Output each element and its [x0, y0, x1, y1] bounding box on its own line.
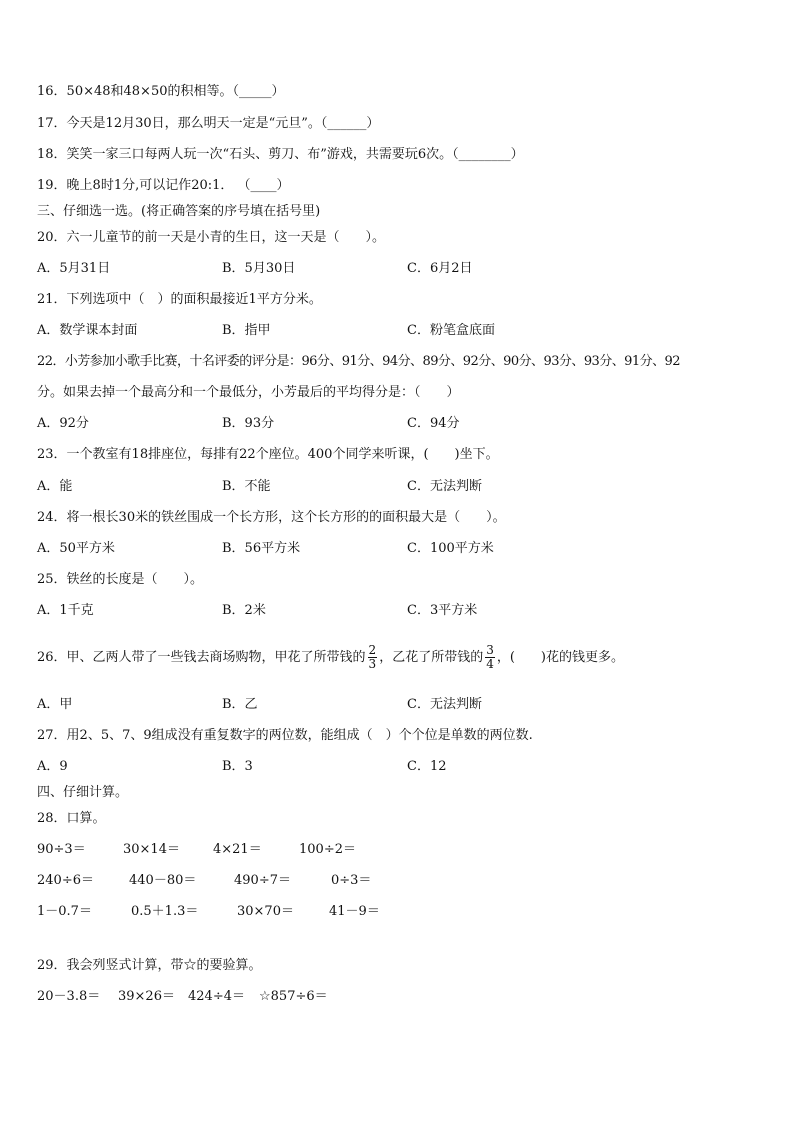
- stem-part-2: ，乙花了所带钱的: [379, 650, 484, 665]
- option-c: C．无法判断: [407, 479, 482, 494]
- question-22-stem-line1: 22．小芳参加小歌手比赛，十名评委的评分是：96分、91分、94分、89分、92分、90分、93分、93分、91分、92: [37, 354, 680, 369]
- option-c: C．12: [407, 759, 447, 774]
- section-3-title: 三、仔细选一选。(将正确答案的序号填在括号里): [37, 204, 321, 219]
- calc-item: 424÷4＝: [188, 989, 245, 1004]
- question-27-stem: 27．用2、5、7、9组成没有重复数字的两位数，能组成（ ）个个位是单数的两位数.: [37, 728, 533, 743]
- calc-item: 20－3.8＝: [37, 989, 101, 1004]
- option-a: A．甲: [37, 697, 73, 712]
- calc-item: 30×14＝: [123, 842, 180, 857]
- calc-item: 440－80＝: [129, 873, 197, 888]
- option-b: B．乙: [222, 697, 258, 712]
- option-a: A．能: [37, 479, 73, 494]
- question-16: 16．50×48和48×50的积相等。（_____）: [37, 84, 285, 99]
- option-b: B．3: [222, 759, 253, 774]
- option-a: A．数学课本封面: [37, 323, 138, 338]
- option-a: A．92分: [37, 416, 89, 431]
- numerator: 2: [368, 643, 377, 657]
- calc-item: 30×70＝: [237, 904, 294, 919]
- calc-item: 0.5＋1.3＝: [131, 904, 199, 919]
- option-b: B．56平方米: [222, 541, 301, 556]
- option-c: C．100平方米: [407, 541, 494, 556]
- calc-item: 1－0.7＝: [37, 904, 92, 919]
- question-23-stem: 23．一个教室有18排座位，每排有22个座位。400个同学来听课，( )坐下。: [37, 447, 499, 462]
- option-c: C．94分: [407, 416, 460, 431]
- numerator: 3: [486, 643, 494, 657]
- question-18: 18．笑笑一家三口每两人玩一次“石头、剪刀、布”游戏，共需要玩6次。（________）: [37, 147, 524, 162]
- fraction-two-thirds: [368, 644, 378, 671]
- option-b: B．指甲: [222, 323, 271, 338]
- option-a: A．9: [37, 759, 68, 774]
- calc-item: 39×26＝: [118, 989, 175, 1004]
- question-19: 19．晚上8时1分,可以记作20:1． （____）: [37, 178, 290, 193]
- stem-part-3: ，( )花的钱更多。: [496, 650, 624, 665]
- denominator: 3: [368, 657, 377, 671]
- option-a: A．1千克: [37, 603, 94, 618]
- option-c: C．无法判断: [407, 697, 482, 712]
- calc-item: 490÷7＝: [234, 873, 291, 888]
- calc-item: 240÷6＝: [37, 873, 94, 888]
- option-b: B．93分: [222, 416, 275, 431]
- question-25-stem: 25．铁丝的长度是（ ）。: [37, 572, 204, 587]
- option-c: C．6月2日: [407, 261, 473, 276]
- option-a: A．5月31日: [37, 261, 111, 276]
- question-17: 17．今天是12月30日，那么明天一定是“元旦”。（______）: [37, 116, 380, 131]
- section-4-title: 四、仔细计算。: [37, 785, 129, 800]
- denominator: 4: [486, 657, 494, 671]
- calc-item: ☆857÷6＝: [259, 989, 328, 1004]
- option-b: B．2米: [222, 603, 266, 618]
- question-24-stem: 24．将一根长30米的铁丝围成一个长方形，这个长方形的的面积最大是（ ）。: [37, 510, 506, 525]
- question-28-title: 28．口算。: [37, 811, 106, 826]
- question-20-stem: 20．六一儿童节的前一天是小青的生日，这一天是（ ）。: [37, 230, 386, 245]
- fraction-three-quarters: [485, 644, 495, 671]
- calc-item: 100÷2＝: [299, 842, 356, 857]
- option-b: B．不能: [222, 479, 271, 494]
- option-a: A．50平方米: [37, 541, 115, 556]
- question-29-title: 29．我会列竖式计算，带☆的要验算。: [37, 958, 262, 973]
- question-22-stem-line2: 分。如果去掉一个最高分和一个最低分，小芳最后的平均得分是：（ ）: [37, 385, 460, 400]
- option-c: C．3平方米: [407, 603, 478, 618]
- calc-item: 0÷3＝: [331, 873, 372, 888]
- question-21-stem: 21．下列选项中（ ）的面积最接近1平方分米。: [37, 292, 322, 307]
- question-26-stem: [37, 644, 624, 672]
- calc-item: 4×21＝: [213, 842, 262, 857]
- calc-item: 41－9＝: [329, 904, 380, 919]
- stem-part-1: 26．甲、乙两人带了一些钱去商场购物，甲花了所带钱的: [37, 650, 366, 665]
- option-c: C．粉笔盒底面: [407, 323, 495, 338]
- option-b: B．5月30日: [222, 261, 296, 276]
- calc-item: 90÷3＝: [37, 842, 86, 857]
